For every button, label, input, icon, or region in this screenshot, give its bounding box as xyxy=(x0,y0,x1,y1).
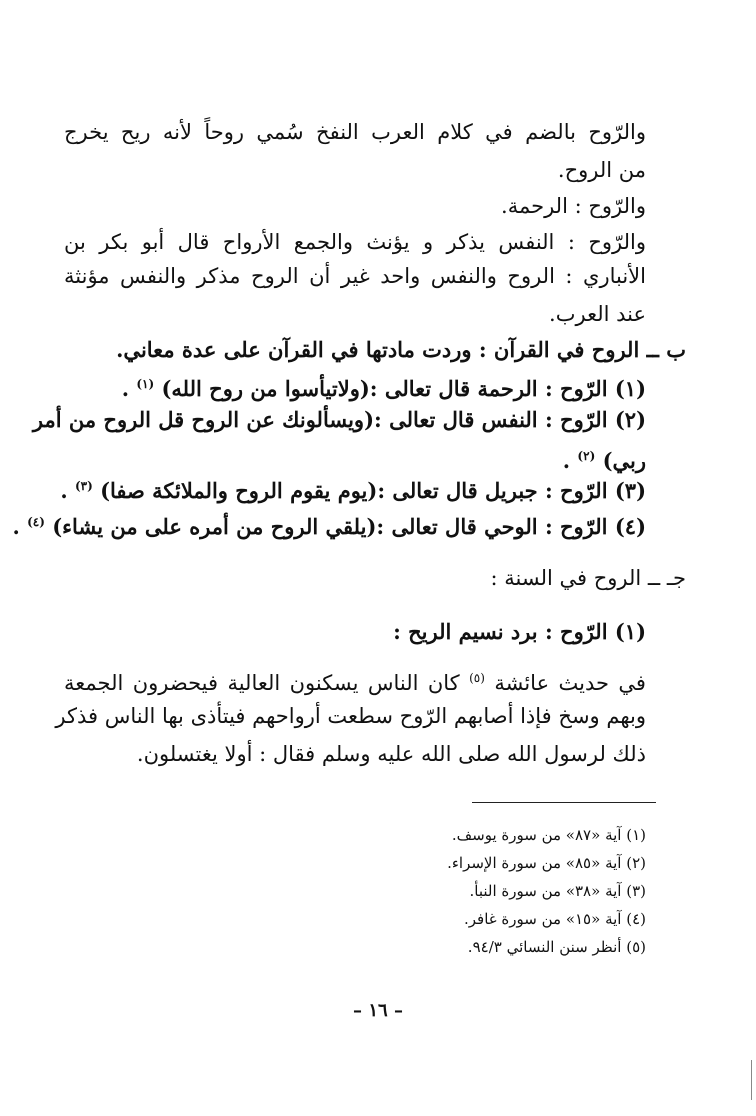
text-line-1: والرّوح بالضم في كلام العرب النفخ سُمي روحاً لأنه ريح يخرج xyxy=(64,120,646,144)
footnote-4: (٤) آية «١٥» من سورة غافر. xyxy=(464,910,646,928)
quran-item-1-text: (١) الرّوح : الرحمة قال تعالى :(ولاتيأسوا من روح الله) xyxy=(161,376,646,401)
quran-item-1 xyxy=(64,366,646,402)
quran-item-3-text: (٣) الرّوح : جبريل قال تعالى :(يوم يقوم الروح والملائكة صفا) xyxy=(100,478,646,503)
quran-item-4 xyxy=(12,504,646,540)
footnote-3: (٣) آية «٣٨» من سورة النبأ. xyxy=(469,882,646,900)
footnote-ref-1: (١) xyxy=(136,377,155,391)
footnote-ref-3: (٣) xyxy=(74,479,93,493)
footnote-ref-4: (٤) xyxy=(27,515,45,529)
section-b-heading: ب ــ الروح في القرآن : وردت مادتها في القرآن على عدة معاني. xyxy=(116,337,686,362)
footnote-divider xyxy=(472,802,656,803)
quran-item-4-text: (٤) الرّوح : الوحي قال تعالى :(يلقي الروح من أمره على من يشاء) xyxy=(52,514,646,539)
footnote-ref-5: (٥) xyxy=(469,671,485,685)
period: . xyxy=(12,514,20,539)
period: . xyxy=(562,448,571,473)
hadith-line-1 xyxy=(64,660,646,696)
hadith-line-2: وبهم وسخ فإذا أصابهم الرّوح سطعت أرواحهم فيتأذى بها الناس فذكر xyxy=(55,704,646,728)
page-edge-mark xyxy=(751,1060,752,1100)
period: . xyxy=(121,376,130,401)
text-line-6: عند العرب. xyxy=(549,302,646,326)
text-line-3: والرّوح : الرحمة. xyxy=(501,194,646,218)
footnote-5: (٥) أنظر سنن النسائي ٩٤/٣. xyxy=(467,938,646,956)
section-c-heading: جـ ــ الروح في السنة : xyxy=(490,566,686,590)
footnote-ref-2: (٢) xyxy=(577,449,596,463)
footnote-2: (٢) آية «٨٥» من سورة الإسراء. xyxy=(447,854,646,872)
hadith-line-3: ذلك لرسول الله صلى الله عليه وسلم فقال : أولا يغتسلون. xyxy=(136,742,646,766)
footnote-1: (١) آية «٨٧» من سورة يوسف. xyxy=(451,826,646,844)
text-line-5: الأنباري : الروح والنفس واحد غير أن الروح مذكر والنفس مؤنثة xyxy=(64,264,646,288)
hadith-intro: في حديث عائشة xyxy=(494,671,646,695)
text-line-4: والرّوح : النفس يذكر و يؤنث والجمع الأرواح قال أبو بكر بن xyxy=(64,230,646,254)
text-line-2: من الروح. xyxy=(557,158,646,182)
sunnah-item-1-heading: (١) الرّوح : برد نسيم الريح : xyxy=(393,619,646,644)
page-number: – ١٦ – xyxy=(353,1000,403,1021)
quran-item-2: (٢) الرّوح : النفس قال تعالى :(ويسألونك عن الروح قل الروح من أمر xyxy=(32,407,646,432)
quran-item-2-cont-text: ربي) xyxy=(602,448,646,473)
quran-item-3 xyxy=(60,468,646,504)
period: . xyxy=(60,478,68,503)
hadith-text: كان الناس يسكنون العالية فيحضرون الجمعة xyxy=(64,671,460,695)
